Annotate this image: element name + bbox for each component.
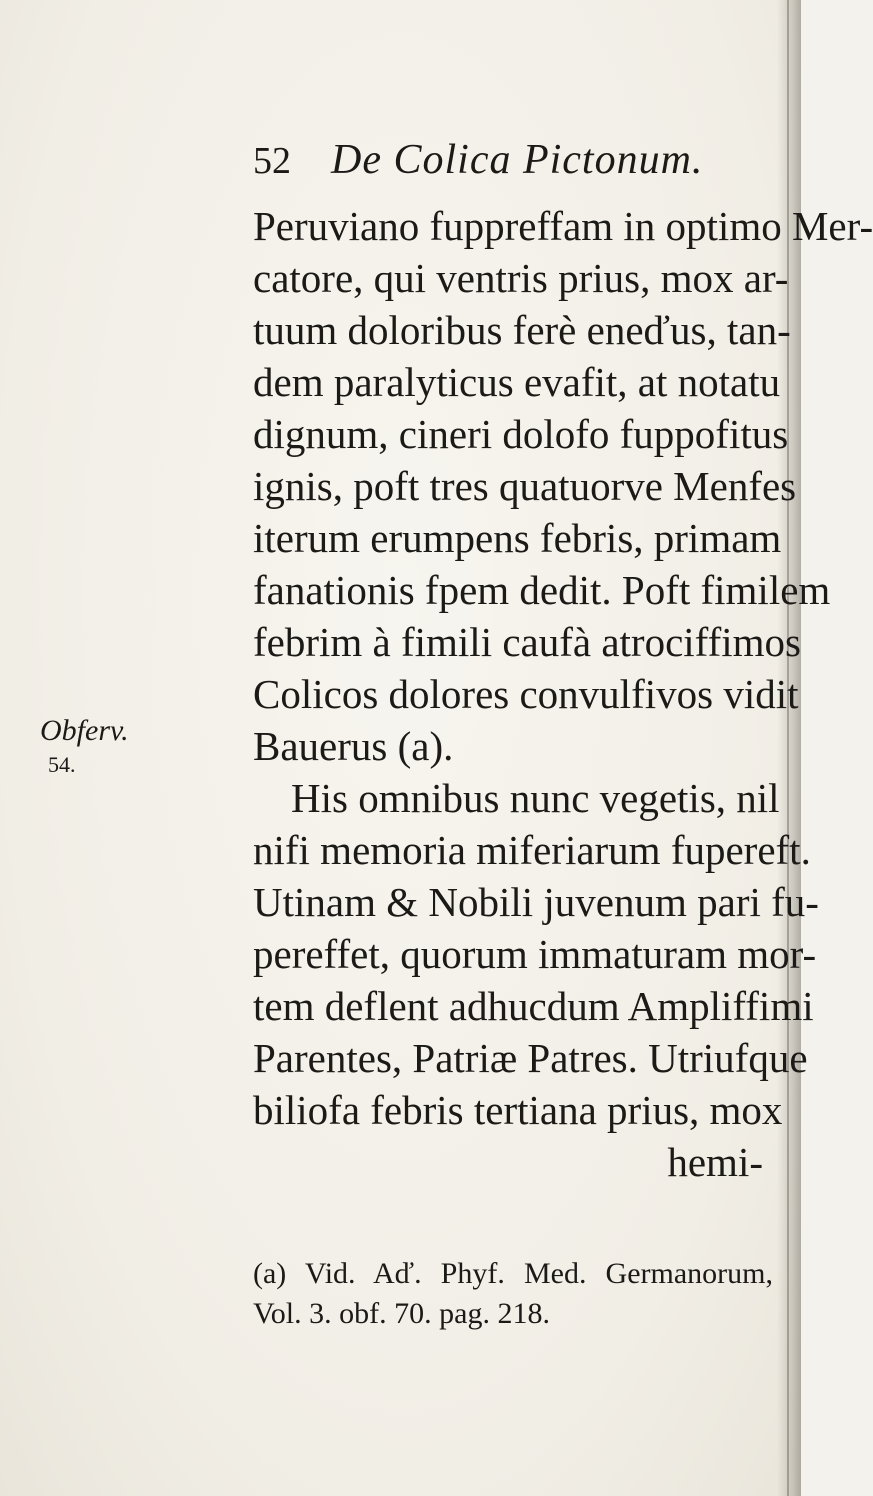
text-line: tem deflent adhucdum Ampliffimi <box>253 983 814 1029</box>
text-line: His omnibus nunc vegetis, nil <box>291 775 780 821</box>
text-line: dem paralyticus evafit, at notatu <box>253 359 781 405</box>
text-line: Colicos dolores convulfivos vidit <box>253 671 799 717</box>
page-number: 52 <box>253 140 291 182</box>
text-line: febrim à fimili caufà atrociffimos <box>253 619 801 665</box>
margin-note-label: Obferv. <box>40 714 129 747</box>
text-line: Parentes, Patriæ Patres. Utriufque <box>253 1035 808 1081</box>
margin-note-number: 54. <box>48 752 76 777</box>
footnote-line: (a) Vid. Aď. Phyf. Med. Germanorum, <box>253 1257 773 1290</box>
text-line: pereffet, quorum immaturam mor- <box>253 931 817 977</box>
text-line: iterum erumpens febris, primam <box>253 515 782 561</box>
text-line: biliofa febris tertiana prius, mox <box>253 1087 783 1133</box>
text-line: Utinam & Nobili juvenum pari fu- <box>253 879 819 925</box>
margin-note <box>40 714 129 782</box>
text-line: catore, qui ventris prius, mox ar- <box>253 255 789 301</box>
running-head: De Colica Pictonum. <box>331 137 704 183</box>
footnote-line: Vol. 3. obf. 70. pag. 218. <box>253 1297 550 1330</box>
footnote <box>253 1254 773 1334</box>
text-line: Bauerus (a). <box>253 723 454 769</box>
text-line: hemi- <box>667 1139 763 1185</box>
text-line: ignis, poft tres quatuorve Menfes <box>253 463 797 509</box>
body-text <box>253 200 873 1188</box>
text-line: nifi memoria miferiarum fupereft. <box>253 827 811 873</box>
text-line: Peruviano fuppreffam in optimo Mer- <box>253 203 873 249</box>
page-header <box>253 136 703 196</box>
text-line: fanationis fpem dedit. Poft fimilem <box>253 567 831 613</box>
text-line: tuum doloribus ferè eneďus, tan- <box>253 307 791 353</box>
text-line: dignum, cineri dolofo fuppofitus <box>253 411 789 457</box>
